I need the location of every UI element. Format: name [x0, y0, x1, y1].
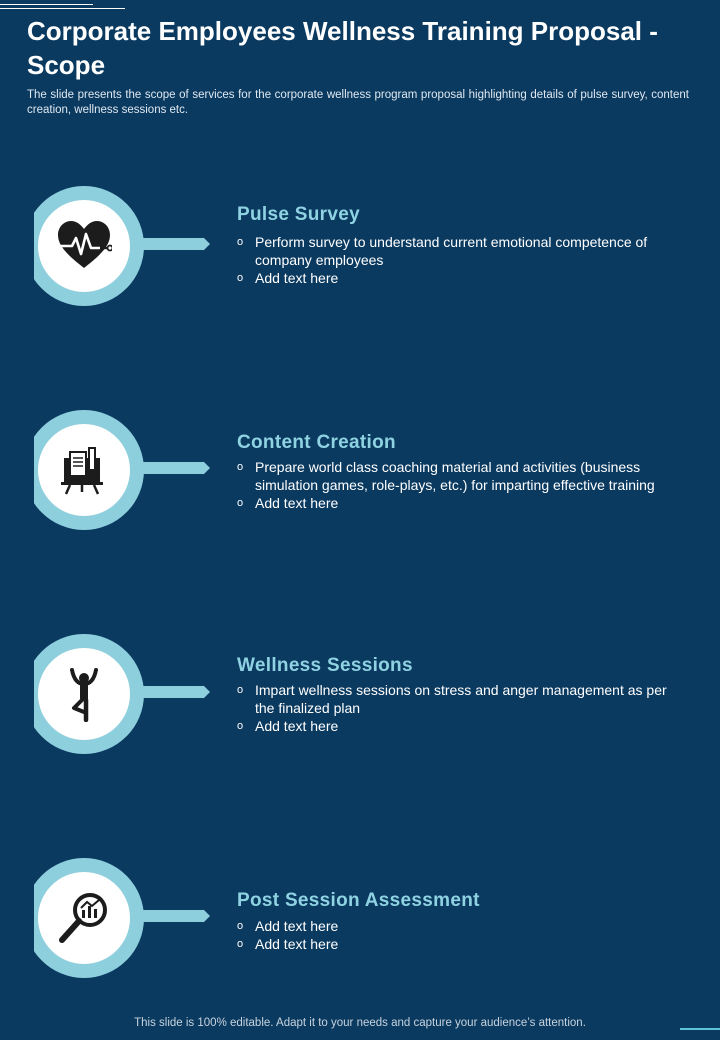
icon-circle	[38, 200, 130, 292]
yoga-pose-icon	[56, 666, 112, 722]
section-icon-badge	[34, 634, 214, 754]
bullet-list	[237, 233, 687, 287]
top-decor-line	[0, 4, 93, 5]
bullet-text: Impart wellness sessions on stress and anger management as per the finalized plan	[255, 682, 667, 716]
list-item	[237, 681, 687, 717]
presentation-board-icon	[56, 442, 112, 498]
bullet-text: Add text here	[255, 495, 339, 511]
bullet-marker: o	[237, 497, 244, 509]
list-item	[237, 494, 687, 512]
icon-circle	[38, 648, 130, 740]
bullet-list	[237, 917, 687, 953]
bullet-marker: o	[237, 461, 244, 473]
list-item	[237, 233, 687, 269]
bullet-marker: o	[237, 236, 244, 248]
section-icon-badge	[34, 410, 214, 530]
bullet-text: Prepare world class coaching material and activities (business simulation games, role-plays, etc.) for imparting effective training	[255, 459, 655, 493]
bottom-decor-line	[680, 1028, 720, 1030]
list-item	[237, 935, 687, 953]
list-item	[237, 917, 687, 935]
bullet-marker: o	[237, 938, 244, 950]
top-decor-line	[0, 8, 125, 9]
section-title: Pulse Survey	[237, 204, 360, 225]
bullet-marker: o	[237, 920, 244, 932]
section-pulse-survey	[0, 186, 720, 306]
bullet-text: Perform survey to understand current emotional competence of company employees	[255, 234, 648, 268]
page-subtitle: The slide presents the scope of services for the corporate wellness program proposal highlighting details of pulse survey, content creation, wellness sessions etc.	[27, 89, 689, 116]
bullet-marker: o	[237, 272, 244, 284]
section-icon-badge	[34, 858, 214, 978]
footer-note: This slide is 100% editable. Adapt it to your needs and capture your audience’s attention.	[134, 1017, 586, 1029]
list-item	[237, 269, 687, 287]
page-title: Corporate Employees Wellness Training Proposal - Scope	[27, 16, 658, 80]
bullet-text: Add text here	[255, 270, 339, 286]
heartbeat-icon	[56, 218, 112, 274]
bullet-text: Add text here	[255, 936, 339, 952]
bullet-text: Add text here	[255, 718, 339, 734]
section-title: Content Creation	[237, 432, 396, 453]
icon-circle	[38, 872, 130, 964]
section-icon-badge	[34, 186, 214, 306]
magnifier-chart-icon	[56, 890, 112, 946]
bullet-marker: o	[237, 684, 244, 696]
icon-circle	[38, 424, 130, 516]
section-title: Wellness Sessions	[237, 655, 413, 676]
section-wellness-sessions	[0, 634, 720, 754]
bullet-list	[237, 681, 687, 735]
list-item	[237, 458, 687, 494]
bullet-text: Add text here	[255, 918, 339, 934]
list-item	[237, 717, 687, 735]
section-post-session-assessment	[0, 858, 720, 978]
bullet-marker: o	[237, 720, 244, 732]
bullet-list	[237, 458, 687, 512]
section-content-creation	[0, 410, 720, 530]
section-title: Post Session Assessment	[237, 890, 480, 911]
